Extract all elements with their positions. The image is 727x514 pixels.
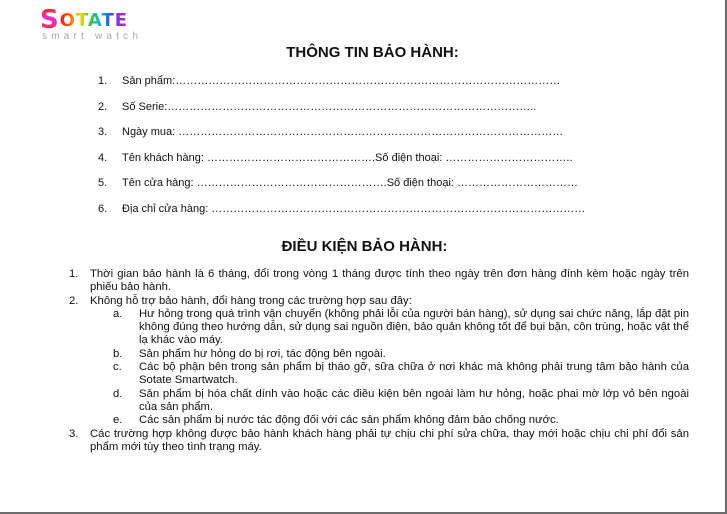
subitem-letter: e. [113, 414, 123, 427]
info-row-number: 4. [98, 151, 108, 164]
info-row-text: Ngày mua: …………………………………………………………………………………………… [122, 126, 564, 138]
info-row-purchase-date [98, 126, 618, 152]
info-row-text: Số Serie:……………………………………………………………………………………….. [122, 100, 537, 113]
subitem-letter: a. [113, 307, 123, 320]
condition-number: 1. [69, 268, 79, 280]
condition-subitem-b [69, 348, 689, 361]
subitem-text: Các sản phẩm bị nước tác động đối với các sản phẩm không đảm bảo chống nước. [139, 414, 559, 427]
subitem-letter: c. [113, 361, 122, 374]
warranty-conditions-title: ĐIỀU KIỆN BẢO HÀNH: [281, 238, 448, 255]
info-row-number: 1. [98, 75, 108, 87]
subitem-letter: b. [113, 347, 123, 360]
info-row-text: Tên cửa hàng: …………………………………………….Số điện thoại: …………………………… [122, 177, 579, 189]
logo-tagline: smart watch [42, 31, 143, 42]
sotate-logo [40, 5, 190, 45]
condition-subitem-e [69, 414, 689, 427]
subitem-text: Các bộ phận bên trong sản phẩm bị tháo gỡ, sữa chữa ở nơi khác mà không phải trung tâm bảo hành của Sotate Smartwatch. [139, 361, 689, 387]
warranty-conditions-list [69, 268, 689, 454]
info-row-text: Địa chỉ cửa hàng: ………………………………………………………………………………………… [122, 202, 586, 215]
condition-subitem-d [69, 388, 689, 415]
info-row-store-address [98, 203, 618, 229]
condition-item-3 [69, 428, 689, 455]
condition-subitem-c [69, 361, 689, 388]
condition-number: 2. [69, 294, 79, 307]
condition-subitem-a [69, 308, 689, 348]
subitem-text: Sản phẩm bị hóa chất dính vào hoặc các điều kiện bên ngoài làm hư hỏng, hoặc phai mờ lớp vỏ bên ngoài của sản phẩm. [139, 387, 689, 413]
info-row-store [98, 177, 618, 203]
subitem-letter: d. [113, 387, 123, 400]
info-row-number: 2. [98, 100, 108, 113]
info-row-serial [98, 101, 618, 127]
subitem-text: Hư hỏng trong quá trình vận chuyển (không phải lỗi của người bán hàng), sử dụng sai chức năng, lắp đặt pin không đúng theo hướng dẫn, sử dụng sai nguồn điện, bảo quản không tốt để bụi bặn, côn trùng, hoặc vật thể lạ khác vào máy. [139, 307, 689, 347]
condition-item-1 [69, 268, 689, 295]
condition-text: Không hỗ trợ bảo hành, đổi hàng trong các trường hợp sau đây: [90, 294, 412, 307]
logo-rest-letters: OTATE [59, 10, 129, 31]
info-row-text: Sản phẩm:…………………………………………………………………………………………… [122, 75, 561, 87]
condition-text: Các trường hợp không được bảo hành khách hàng phải tự chịu chi phí sửa chữa, thay mới hoặc chịu chi phí đổi sản phẩm mới tùy theo tình trạng máy. [90, 427, 689, 453]
condition-text: Thời gian bảo hành là 6 tháng, đổi trong vòng 1 tháng được tính theo ngày trên đơn hàng đính kèm hoặc ngày trên phiếu bảo hành. [90, 268, 689, 294]
info-row-number: 5. [98, 177, 108, 189]
subitem-text: Sản phẩm hư hỏng do bị rơi, tác động bên ngoài. [139, 347, 386, 360]
condition-item-2 [69, 295, 689, 308]
warranty-info-list [98, 75, 618, 228]
info-row-text: Tên khách hàng: ……………………………………….Số điện thoại: …………………………….. [122, 151, 573, 164]
info-row-customer [98, 152, 618, 178]
logo-wordmark [40, 5, 129, 35]
info-row-number: 6. [98, 202, 108, 215]
info-row-product [98, 75, 618, 101]
info-row-number: 3. [98, 126, 108, 138]
logo-first-letter: S [40, 5, 60, 35]
condition-number: 3. [69, 427, 79, 440]
warranty-info-title: THÔNG TIN BẢO HÀNH: [286, 44, 459, 61]
